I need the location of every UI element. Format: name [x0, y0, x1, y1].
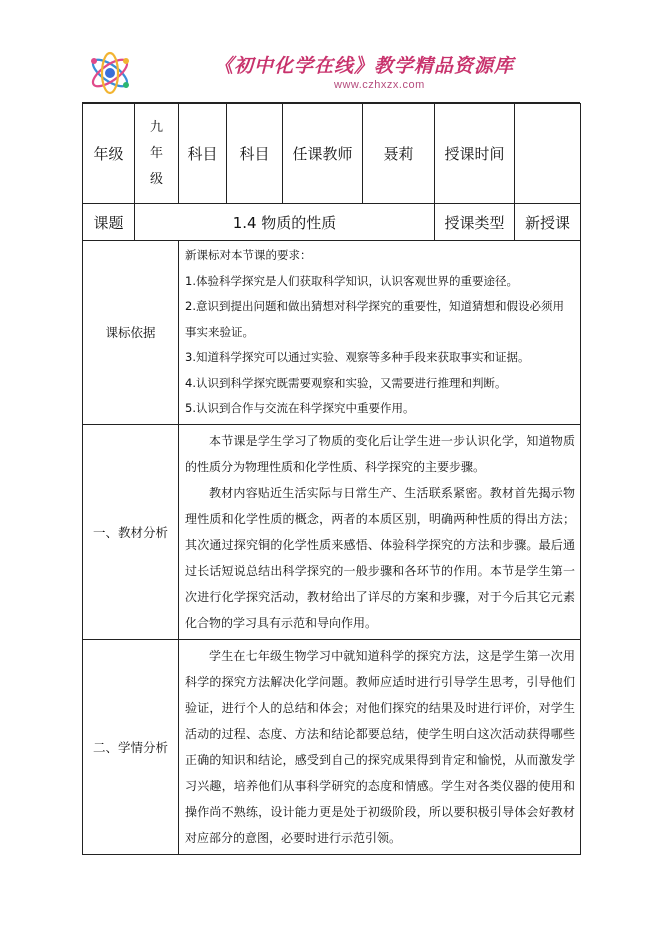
banner-url: www.czhxzx.com [334, 79, 425, 91]
list-item: 5.认识到合作与交流在科学探究中重要作用。 [185, 401, 415, 415]
list-item: 2.意识到提出问题和做出猜想对科学探究的重要性，知道猜想和假设必须用事实来验证。 [185, 299, 564, 339]
time-label: 授课时间 [435, 104, 515, 204]
banner-title: 《初中化学在线》教学精品资源库 [214, 55, 515, 77]
standard-content [179, 241, 581, 425]
list-item: 3.知道科学探究可以通过实验、观察等多种手段来获取事实和证据。 [185, 350, 530, 364]
table-row [83, 204, 581, 241]
teacher-value: 聂莉 [363, 104, 435, 204]
students-label: 二、学情分析 [83, 639, 179, 854]
paragraph: 本节课是学生学习了物质的变化后让学生进一步认识化学，知道物质的性质分为物理性质和化学性质、科学探究的主要步骤。 [185, 433, 575, 474]
type-value: 新授课 [515, 204, 581, 241]
standard-intro: 新课标对本节课的要求： [185, 248, 312, 262]
table-row [83, 104, 581, 204]
material-label: 一、教材分析 [83, 424, 179, 639]
subject-label: 科目 [179, 104, 227, 204]
list-item: 4.认识到科学探究既需要观察和实验，又需要进行推理和判断。 [185, 375, 507, 390]
grade-label: 年级 [83, 104, 135, 204]
teacher-label: 任课教师 [283, 104, 363, 204]
lesson-plan-table [82, 103, 581, 855]
table-row [83, 241, 581, 425]
table-row [83, 424, 581, 639]
grade-value: 九 年 级 [135, 104, 179, 204]
type-label: 授课类型 [435, 204, 515, 241]
time-value [515, 104, 581, 204]
page-header [82, 43, 582, 103]
table-row [83, 639, 581, 854]
paragraph: 教材内容贴近生活实际与日常生产、生活联系紧密。教材首先揭示物理性质和化学性质的概念，两者的本质区别，明确两种性质的得出方法；其次通过探究铜的化学性质来感悟、体验科学探究的方法和步骤。最后通过长话短说总结出科学探究的一般步骤和各环节的作用。本节是学生第一次进行化学探究活动，教材给出了详尽的方案和步骤，对于今后其它元素化合物的学习具有示范和导向作用。 [185, 485, 575, 630]
list-item: 1.体验科学探究是人们获取科学知识，认识客观世界的重要途径。 [185, 273, 518, 288]
standard-label: 课标依据 [83, 241, 179, 425]
paragraph: 学生在七年级生物学习中就知道科学的探究方法，这是学生第一次用科学的探究方法解决化学问题。教师应适时进行引导学生思考，引导他们验证，进行个人的总结和体会；对他们探究的结果及时进行评价，对学生活动的过程、态度、方法和结论都要总结，使学生明白这次活动获得哪些正确的知识和结论，感受到自己的探究成果得到肯定和愉悦，从而激发学习兴趣，培养他们从事科学研究的态度和情感。学生对各类仪器的使用和操作尚不熟练，设计能力更是处于初级阶段，所以要积极引导体会好教材对应部分的意图，必要时进行示范引领。 [185, 648, 575, 845]
students-content [179, 639, 581, 854]
molecule-logo-icon [82, 45, 138, 101]
subject-value: 科目 [227, 104, 283, 204]
topic-label: 课题 [83, 204, 135, 241]
topic-value: 1.4 物质的性质 [135, 204, 435, 241]
material-content [179, 424, 581, 639]
